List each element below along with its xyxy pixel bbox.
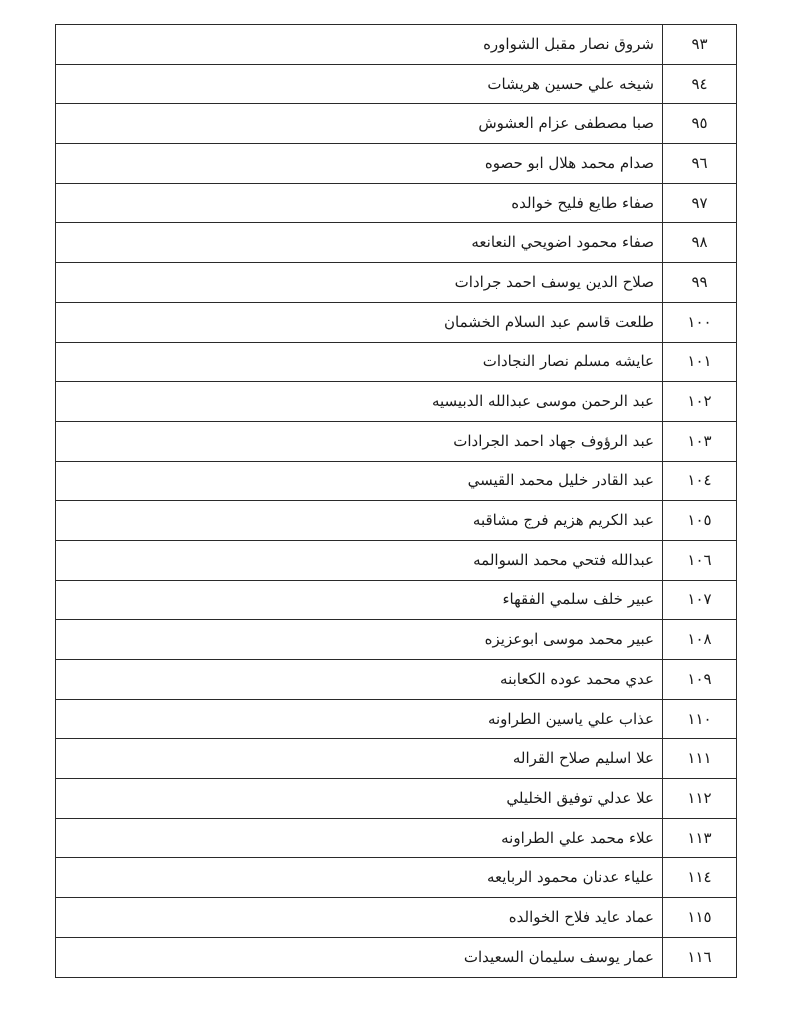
- table-row: [56, 779, 737, 819]
- row-name: عمار يوسف سليمان السعيدات: [56, 937, 663, 977]
- table-row: [56, 342, 737, 382]
- names-table: [55, 24, 737, 978]
- table-row: [56, 501, 737, 541]
- names-table-container: [55, 24, 737, 978]
- row-number: ١٠٢: [663, 382, 737, 422]
- table-row: [56, 223, 737, 263]
- table-row: [56, 144, 737, 184]
- row-name: عبير خلف سلمي الفقهاء: [56, 580, 663, 620]
- table-row: [56, 818, 737, 858]
- row-number: ١١٤: [663, 858, 737, 898]
- table-row: [56, 739, 737, 779]
- row-name: صدام محمد هلال ابو حصوه: [56, 144, 663, 184]
- row-number: ٩٥: [663, 104, 737, 144]
- row-name: شيخه علي حسين هريشات: [56, 64, 663, 104]
- row-name: علياء عدنان محمود الربايعه: [56, 858, 663, 898]
- row-number: ١١٠: [663, 699, 737, 739]
- table-row: [56, 25, 737, 65]
- row-number: ١٠٦: [663, 540, 737, 580]
- row-name: عماد عايد فلاح الخوالده: [56, 898, 663, 938]
- table-row: [56, 382, 737, 422]
- table-row: [56, 64, 737, 104]
- row-number: ١١٦: [663, 937, 737, 977]
- names-table-body: [56, 25, 737, 978]
- row-name: عبد الرؤوف جهاد احمد الجرادات: [56, 421, 663, 461]
- row-number: ١١٥: [663, 898, 737, 938]
- row-name: عبد القادر خليل محمد القيسي: [56, 461, 663, 501]
- row-number: ١٠٧: [663, 580, 737, 620]
- row-number: ٩٧: [663, 183, 737, 223]
- row-name: عدي محمد عوده الكعابنه: [56, 660, 663, 700]
- row-number: ١٠٠: [663, 302, 737, 342]
- row-name: عبدالله فتحي محمد السوالمه: [56, 540, 663, 580]
- table-row: [56, 660, 737, 700]
- row-name: عبد الكريم هزيم فرج مشاقبه: [56, 501, 663, 541]
- table-row: [56, 461, 737, 501]
- row-name: صبا مصطفى عزام العشوش: [56, 104, 663, 144]
- row-number: ١٠٨: [663, 620, 737, 660]
- row-name: عايشه مسلم نصار النجادات: [56, 342, 663, 382]
- row-name: علا اسليم صلاح القراله: [56, 739, 663, 779]
- row-number: ٩٨: [663, 223, 737, 263]
- row-number: ١١١: [663, 739, 737, 779]
- table-row: [56, 898, 737, 938]
- table-row: [56, 858, 737, 898]
- row-number: ١١٢: [663, 779, 737, 819]
- table-row: [56, 699, 737, 739]
- row-number: ٩٦: [663, 144, 737, 184]
- row-number: ٩٩: [663, 263, 737, 303]
- row-number: ١٠١: [663, 342, 737, 382]
- row-number: ٩٣: [663, 25, 737, 65]
- row-name: علا عدلي توفيق الخليلي: [56, 779, 663, 819]
- row-name: طلعت قاسم عبد السلام الخشمان: [56, 302, 663, 342]
- table-row: [56, 540, 737, 580]
- table-row: [56, 263, 737, 303]
- row-number: ١٠٩: [663, 660, 737, 700]
- row-name: صفاء طايع فليح خوالده: [56, 183, 663, 223]
- row-name: عذاب علي ياسين الطراونه: [56, 699, 663, 739]
- row-name: علاء محمد علي الطراونه: [56, 818, 663, 858]
- row-name: عبير محمد موسى ابوعزيزه: [56, 620, 663, 660]
- table-row: [56, 183, 737, 223]
- row-name: صفاء محمود اضويحي النعانعه: [56, 223, 663, 263]
- table-row: [56, 580, 737, 620]
- row-number: ٩٤: [663, 64, 737, 104]
- table-row: [56, 421, 737, 461]
- table-row: [56, 620, 737, 660]
- row-number: ١٠٣: [663, 421, 737, 461]
- row-number: ١٠٤: [663, 461, 737, 501]
- table-row: [56, 937, 737, 977]
- row-name: عبد الرحمن موسى عبدالله الدبيسيه: [56, 382, 663, 422]
- row-name: صلاح الدين يوسف احمد جرادات: [56, 263, 663, 303]
- row-number: ١٠٥: [663, 501, 737, 541]
- table-row: [56, 302, 737, 342]
- row-name: شروق نصار مقبل الشواوره: [56, 25, 663, 65]
- table-row: [56, 104, 737, 144]
- row-number: ١١٣: [663, 818, 737, 858]
